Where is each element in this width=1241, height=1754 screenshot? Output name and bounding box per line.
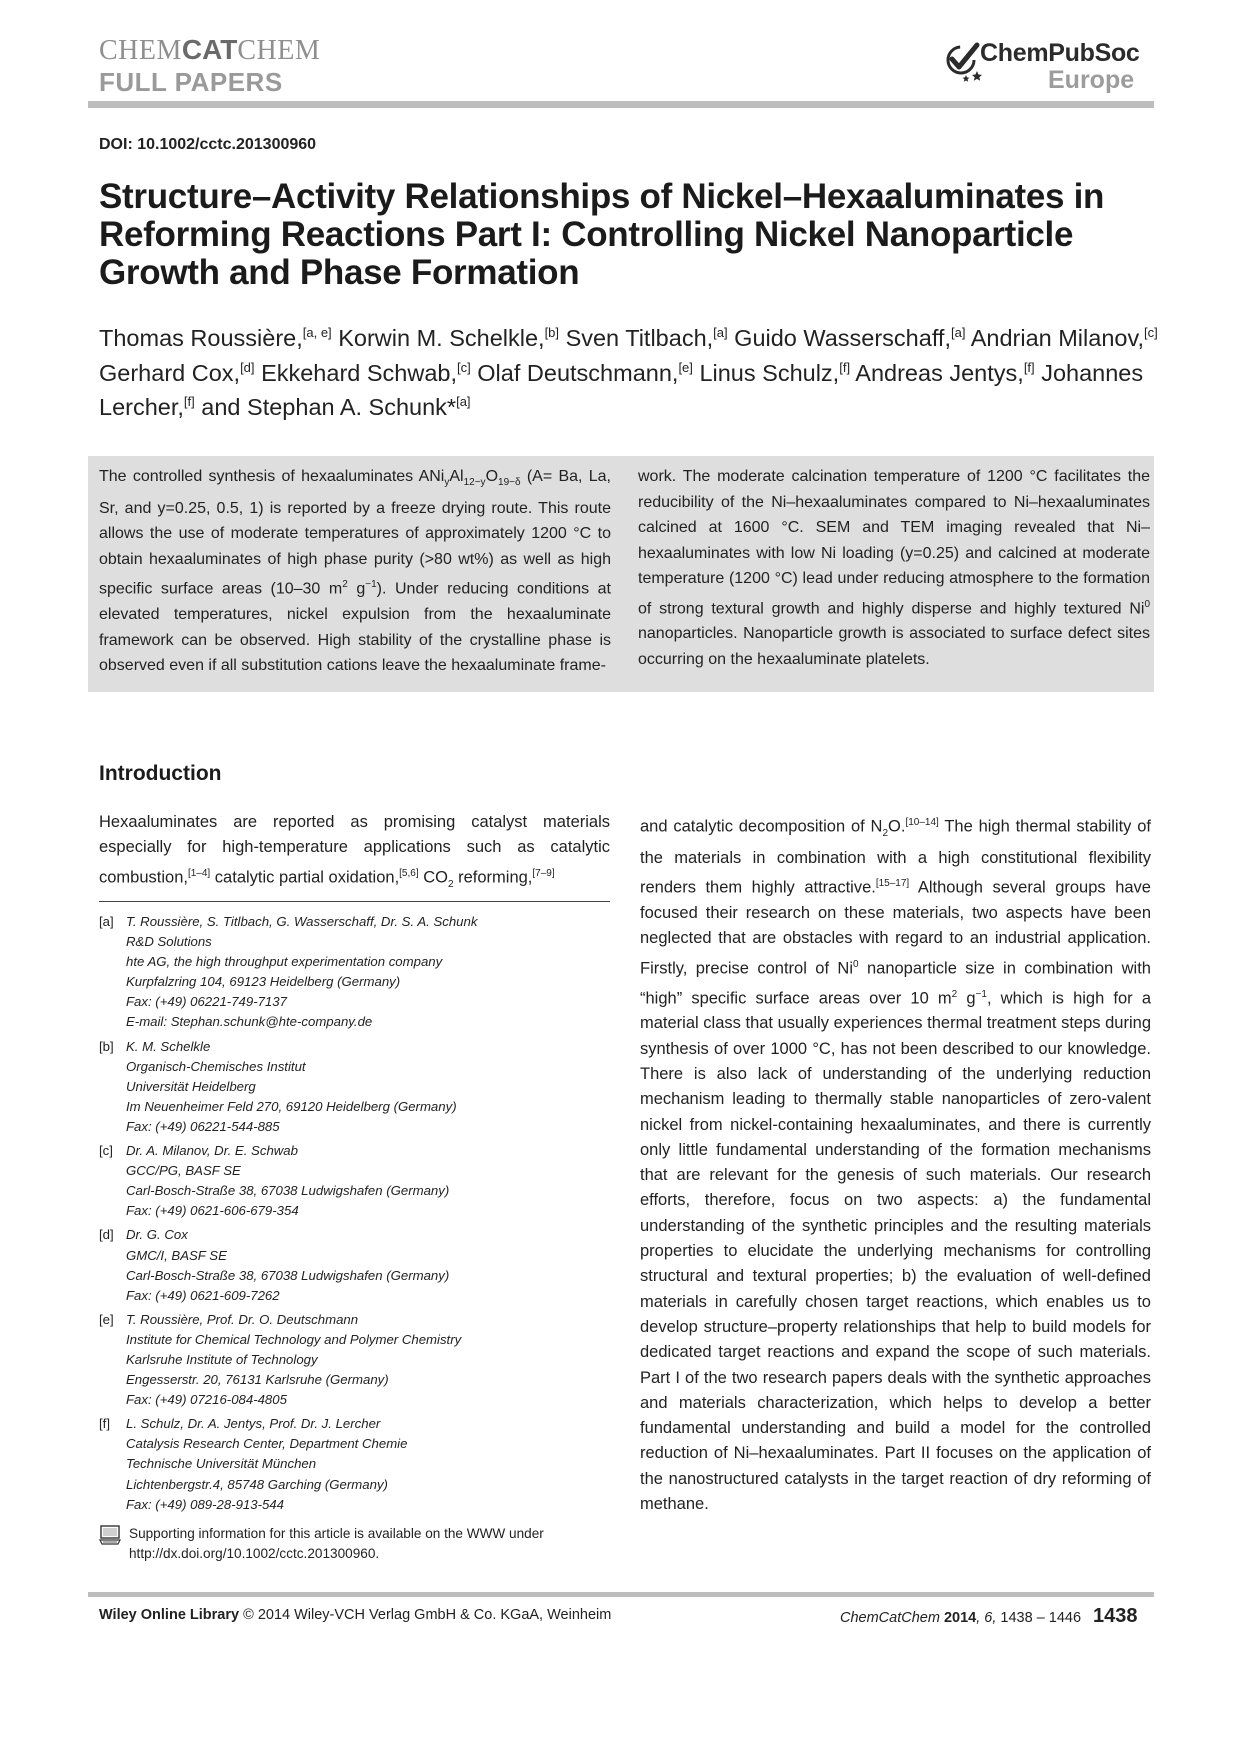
affiliation-label: [f]: [99, 1416, 110, 1432]
affiliation: [99, 1225, 610, 1305]
body-column-right: and catalytic decomposition of $N_2O.[10-14]$ The high thermal stability of the materials in combination with a high constitutional flexibility renders them highly attractive.[15–17] Although several groups have focused their research on these materials, two aspects have been neglected that are obstacles with regard to an industrial application. Firstly, precise control of Ni$^0$ nanoparticle size in combination with “high” specific surface areas over 10 $m^2$ $g^{-1}$, which is high for a material class that usually experiences thermal treatment steps during synthesis of over 1000 °C, has not been described to our knowledge. There is also lack of understanding of the underlying reduction mechanism leading to thermally stable nanoparticles of zero-valent nickel from nickel-containing hexaaluminates, and there is currently only little fundamental understanding of the formation mechanisms that are relevant for the genesis of such materials. Our research efforts, therefore, focus on two aspects: a) the fundamental understanding of the synthetic principles and the resulting materials properties to elucidate the underlying mechanisms for controlling structural and textural properties; b) the evaluation of well-defined materials in carefully chosen target reactions, which enables us to develop structure–property relationships that help to build models for dedicated target reactions and expand the scope of such materials. Part I of the two research papers deals with the synthetic approaches and materials characterization, which helps to develop a better fundamental understanding and build a model for the controlled reduction of Ni–hexaaluminates. Part II focuses on the application of the nanostructured catalysts in the target reaction of dry reforming of methane.: [640, 817, 1151, 1514]
affiliation-label: [a]: [99, 914, 114, 929]
page-number: 1438: [1093, 1605, 1138, 1627]
affiliation-line: R&D Solutions: [126, 934, 212, 950]
affiliations: [99, 912, 610, 1519]
affiliation-line: Carl-Bosch-Straße 38, 67038 Ludwigshafen (Germany): [126, 1183, 450, 1199]
affiliation-line: E-mail: Stephan.schunk@hte-company.de: [126, 1014, 373, 1030]
affiliation-line: Universität Heidelberg: [126, 1078, 256, 1094]
author: Guido Wasserschaff,[a]: [734, 324, 966, 351]
publisher-logo: [944, 40, 1144, 96]
doi: DOI: 10.1002/cctc.201300960: [99, 136, 317, 153]
computer-icon: [99, 1525, 121, 1545]
affiliation-label: [b]: [99, 1038, 114, 1054]
footer-citation: ChemCatChem 2014, 6, 1438 – 1446 1438: [840, 1605, 1138, 1627]
header-rule: [88, 101, 1154, 108]
affiliation: [99, 912, 610, 1033]
author: and Stephan A. Schunk*[a]: [201, 394, 471, 421]
affiliation-line: Karlsruhe Institute of Technology: [126, 1351, 318, 1367]
supporting-information: [99, 1524, 610, 1564]
affiliation-line: T. Roussière, Prof. Dr. O. Deutschmann: [126, 1311, 359, 1327]
affiliation-line: Fax: (+49) 07216-084-4805: [126, 1392, 287, 1408]
journal-brand: CHEMCATCHEM: [99, 34, 321, 66]
author: Olaf Deutschmann,[e]: [477, 359, 693, 386]
supporting-information-text: Supporting information for this article is available on the WWW under http://dx.doi.org/10.1002/cctc.201300960.: [129, 1526, 544, 1561]
affiliation-line: hte AG, the high throughput experimentation company: [126, 954, 443, 970]
author: Korwin M. Schelkle,[b]: [338, 324, 560, 351]
author-list: [99, 318, 1159, 422]
affiliation-line: Fax: (+49) 06221-749-7137: [126, 994, 287, 1010]
wiley-online-library-link[interactable]: Wiley Online Library: [99, 1607, 240, 1623]
affiliation-line: GCC/PG, BASF SE: [126, 1163, 241, 1179]
affiliation-line: Dr. G. Cox: [126, 1227, 188, 1243]
checkmark-stars-icon: [944, 40, 984, 84]
author: Ekkehard Schwab,[c]: [261, 359, 471, 386]
affiliation-line: Kurpfalzring 104, 69123 Heidelberg (Germany): [126, 974, 401, 990]
author: Andreas Jentys,[f]: [855, 359, 1035, 386]
abstract-column-right: work. The moderate calcination temperature of 1200 °C facilitates the reducibility of the Ni–hexaaluminates compared to Ni–hexaaluminates calcined at 1600 °C. SEM and TEM imaging revealed that Ni–hexaaluminates with low Ni loading (y=0.25) and calcined at moderate temperature (1200 °C) lead under reducing atmosphere to the formation of strong textural growth and highly disperse and highly textured Ni$^0$ nanoparticles. Nanoparticle growth is associated to surface defect sites occurring on the hexaaluminate platelets.: [638, 468, 1150, 668]
affiliation-line: Engesserstr. 20, 76131 Karlsruhe (Germany): [126, 1372, 389, 1388]
affiliation: [99, 1310, 610, 1410]
affiliation-line: Organisch-Chemisches Institut: [126, 1058, 306, 1074]
author: Linus Schulz,[f]: [699, 359, 851, 386]
body-column-left: Hexaaluminates are reported as promising catalyst materials especially for high-temperature applications such as catalytic combustion,[1–4] catalytic partial oxidation,[5,6] $CO_2$ reforming,[7–9]: [99, 813, 610, 890]
affiliation-line: Technische Universität München: [126, 1456, 317, 1472]
affiliation-label: [d]: [99, 1227, 114, 1243]
affiliation-line: T. Roussière, S. Titlbach, G. Wasserschaff, Dr. S. A. Schunk: [126, 914, 478, 929]
affiliation-line: Dr. A. Milanov, Dr. E. Schwab: [126, 1143, 298, 1159]
citation-link[interactable]: [10–14]: [905, 817, 939, 828]
author: Thomas Roussière,[a, e]: [99, 324, 332, 351]
author: Andrian Milanov,[c]: [970, 324, 1158, 351]
footer-rule: [88, 1592, 1154, 1597]
affiliation-line: K. M. Schelkle: [126, 1038, 211, 1054]
affiliation-line: Fax: (+49) 089-28-913-544: [126, 1496, 284, 1512]
abstract-column-left: The controlled synthesis of hexaaluminates $ANi_yAl_{12-y}O_{19-\delta}$ (A= Ba, La, Sr, and y=0.25, 0.5, 1) is reported by a freeze drying route. This route allows the use of moderate temperatures of approximately 1200 °C to obtain hexaaluminates of high phase purity (>80 wt%) as well as high specific surface areas (10–30 $m^2$ $g^{-1}$). Under reducing conditions at elevated temperatures, nickel expulsion from the hexaaluminate framework can be observed. High stability of the crystalline phase is observed even if all substitution cations leave the hexaaluminate frame-: [99, 468, 611, 675]
citation-link[interactable]: [1–4]: [187, 867, 211, 879]
affiliation-line: Catalysis Research Center, Department Chemie: [126, 1436, 408, 1452]
footnote-rule: [99, 901, 610, 902]
section-heading-introduction: Introduction: [99, 762, 222, 785]
affiliation-line: Fax: (+49) 0621-606-679-354: [126, 1203, 299, 1219]
affiliation-line: Institute for Chemical Technology and Polymer Chemistry: [126, 1331, 462, 1347]
article-title: Structure–Activity Relationships of Nickel–Hexaaluminates in Reforming Reactions Part I: Controlling Nickel Nanoparticle Growth and Phase Formation: [99, 177, 1105, 292]
abstract-box: [88, 456, 1154, 692]
affiliation-line: L. Schulz, Dr. A. Jentys, Prof. Dr. J. Lercher: [126, 1416, 381, 1432]
citation-link[interactable]: [15–17]: [875, 878, 910, 890]
affiliation: [99, 1037, 610, 1137]
article-type: FULL PAPERS: [99, 67, 283, 97]
publisher-logo-name: ChemPubSoc: [980, 39, 1140, 67]
publisher-logo-sub: Europe: [1048, 66, 1135, 94]
citation-link[interactable]: [5,6]: [399, 867, 419, 879]
affiliation-line: GMC/I, BASF SE: [126, 1247, 227, 1263]
footer-publisher: Wiley Online Library © 2014 Wiley-VCH Verlag GmbH & Co. KGaA, Weinheim: [99, 1607, 612, 1623]
affiliation-label: [e]: [99, 1311, 114, 1327]
affiliation: [99, 1414, 610, 1514]
affiliation: [99, 1141, 610, 1221]
affiliation-line: Fax: (+49) 0621-609-7262: [126, 1287, 280, 1303]
author: Sven Titlbach,[a]: [565, 324, 728, 351]
author: Johannes Lercher,[f]: [99, 359, 1144, 421]
affiliation-line: Lichtenbergstr.4, 85748 Garching (Germany): [126, 1476, 388, 1492]
affiliation-label: [c]: [99, 1143, 113, 1159]
affiliation-line: Im Neuenheimer Feld 270, 69120 Heidelberg (Germany): [126, 1098, 457, 1114]
author: Gerhard Cox,[d]: [99, 359, 255, 386]
affiliation-line: Fax: (+49) 06221-544-885: [126, 1118, 280, 1134]
affiliation-line: Carl-Bosch-Straße 38, 67038 Ludwigshafen (Germany): [126, 1267, 450, 1283]
citation-link[interactable]: [7–9]: [532, 867, 555, 879]
